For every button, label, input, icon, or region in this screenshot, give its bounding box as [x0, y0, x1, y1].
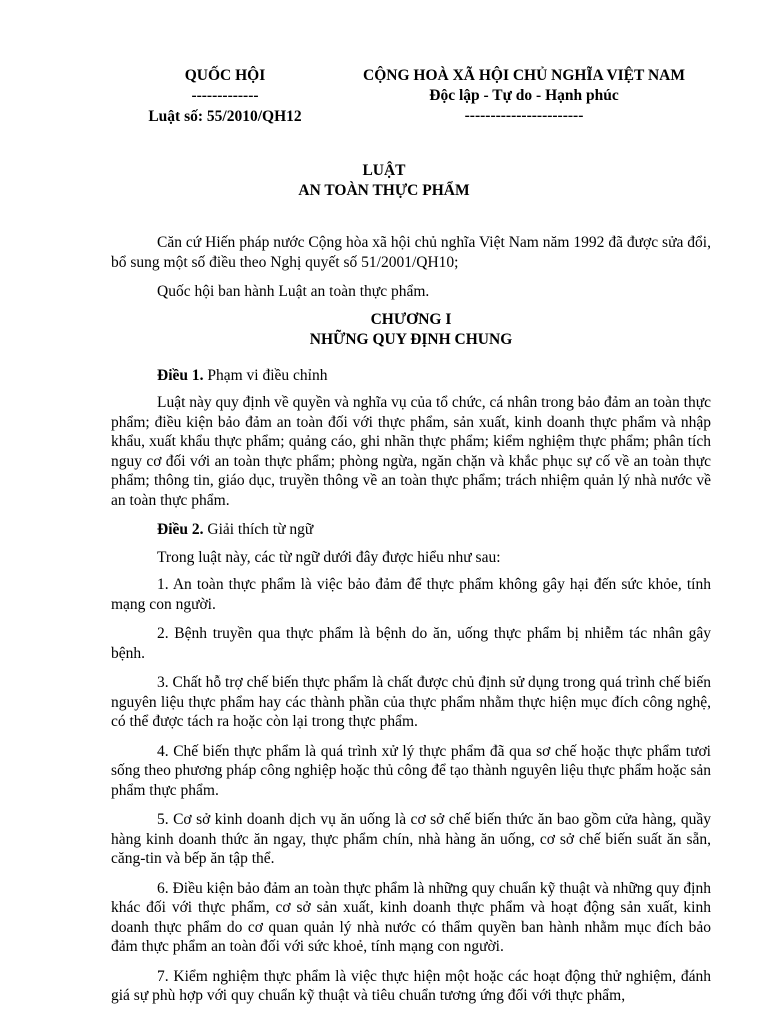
chapter-heading	[111, 310, 711, 350]
title-line-2: AN TOÀN THỰC PHẨM	[298, 182, 470, 199]
article-2-title: Giải thích từ ngữ	[207, 521, 314, 538]
article-2-item: 2. Bệnh truyền qua thực phẩm là bệnh do ăn, uống thực phẩm bị nhiễm tác nhân gây bệnh.	[111, 625, 711, 662]
article-2-item: 5. Cơ sở kinh doanh dịch vụ ăn uống là cơ sở chế biến thức ăn bao gồm cửa hàng, quầy hàng kinh doanh thức ăn ngay, thực phẩm chín, nhà hàng ăn uống, cơ sở chế biến suất ăn sẵn, căng-tin và bếp ăn tập thể.	[111, 811, 711, 867]
document-body	[111, 233, 711, 1016]
article-1-heading	[111, 366, 711, 386]
chapter-number: CHƯƠNG I	[370, 310, 452, 328]
national-motto: Độc lập - Tự do - Hạnh phúc	[429, 87, 619, 104]
article-2-heading	[111, 520, 711, 540]
article-1-title: Phạm vi điều chỉnh	[207, 366, 328, 384]
article-2-item: 3. Chất hỗ trợ chế biến thực phẩm là chất được chủ định sử dụng trong quá trình chế biến nguyên liệu thực phẩm hay các thành phần của thực phẩm nhằm thực hiện mục đích công nghệ, có thể được tách ra hoặc còn lại trong thực phẩm.	[111, 674, 711, 730]
article-2-intro: Trong luật này, các từ ngữ dưới đây được hiểu như sau:	[157, 548, 501, 566]
article-2-item: 7. Kiểm nghiệm thực phẩm là việc thực hiện một hoặc các hoạt động thử nghiệm, đánh giá sự phù hợp với quy chuẩn kỹ thuật và tiêu chuẩn tương ứng đối với thực phẩm,	[111, 967, 711, 1004]
issuer-name: QUỐC HỘI	[184, 67, 266, 84]
motto-divider: -----------------------	[464, 107, 584, 124]
article-1-text: Luật này quy định về quyền và nghĩa vụ của tổ chức, cá nhân trong bảo đảm an toàn thực phẩm; điều kiện bảo đảm an toàn đối với thực phẩm, sản xuất, kinh doanh thực phẩm và nhập khẩu, xuất khẩu thực phẩm; quảng cáo, ghi nhãn thực phẩm; kiểm nghiệm thực phẩm; phân tích nguy cơ đối với an toàn thực phẩm; phòng ngừa, ngăn chặn và khắc phục sự cố về an toàn thực phẩm; thông tin, giáo dục, truyền thông về an toàn thực phẩm; trách nhiệm quản lý nhà nước về an toàn thực phẩm.	[111, 394, 711, 509]
country-name: CỘNG HOÀ XÃ HỘI CHỦ NGHĨA VIỆT NAM	[363, 67, 685, 84]
preamble-paragraph-1: Căn cứ Hiến pháp nước Cộng hòa xã hội chủ nghĩa Việt Nam năm 1992 đã được sửa đổi, bổ sung một số điều theo Nghị quyết số 51/2001/QH10;	[111, 234, 711, 271]
article-2-item: 4. Chế biến thực phẩm là quá trình xử lý thực phẩm đã qua sơ chế hoặc thực phẩm tươi sống theo phương pháp công nghiệp hoặc thủ công để tạo thành nguyên liệu thực phẩm hoặc sản phẩm thực phẩm.	[111, 742, 711, 799]
article-2-label: Điều 2.	[157, 521, 204, 538]
header-left	[120, 66, 330, 127]
law-number: Luật số: 55/2010/QH12	[148, 108, 302, 125]
header-right	[330, 66, 718, 126]
preamble-paragraph-2: Quốc hội ban hành Luật an toàn thực phẩm.	[157, 283, 430, 300]
article-2-item: 6. Điều kiện bảo đảm an toàn thực phẩm là những quy chuẩn kỹ thuật và những quy định khác đối với thực phẩm, cơ sở sản xuất, kinh doanh thực phẩm và hoạt động sản xuất, kinh doanh thực phẩm do cơ quan quản lý nhà nước có thẩm quyền ban hành nhằm mục đích bảo đảm thực phẩm an toàn đối với sức khoẻ, tính mạng con người.	[111, 879, 711, 955]
article-1-label: Điều 1.	[157, 366, 204, 384]
issuer-divider: -------------	[191, 87, 259, 104]
document-title	[0, 161, 768, 201]
article-2-item: 1. An toàn thực phẩm là việc bảo đảm để thực phẩm không gây hại đến sức khỏe, tính mạng con người.	[111, 576, 711, 613]
title-line-1: LUẬT	[362, 162, 406, 179]
chapter-name: NHỮNG QUY ĐỊNH CHUNG	[309, 330, 513, 348]
